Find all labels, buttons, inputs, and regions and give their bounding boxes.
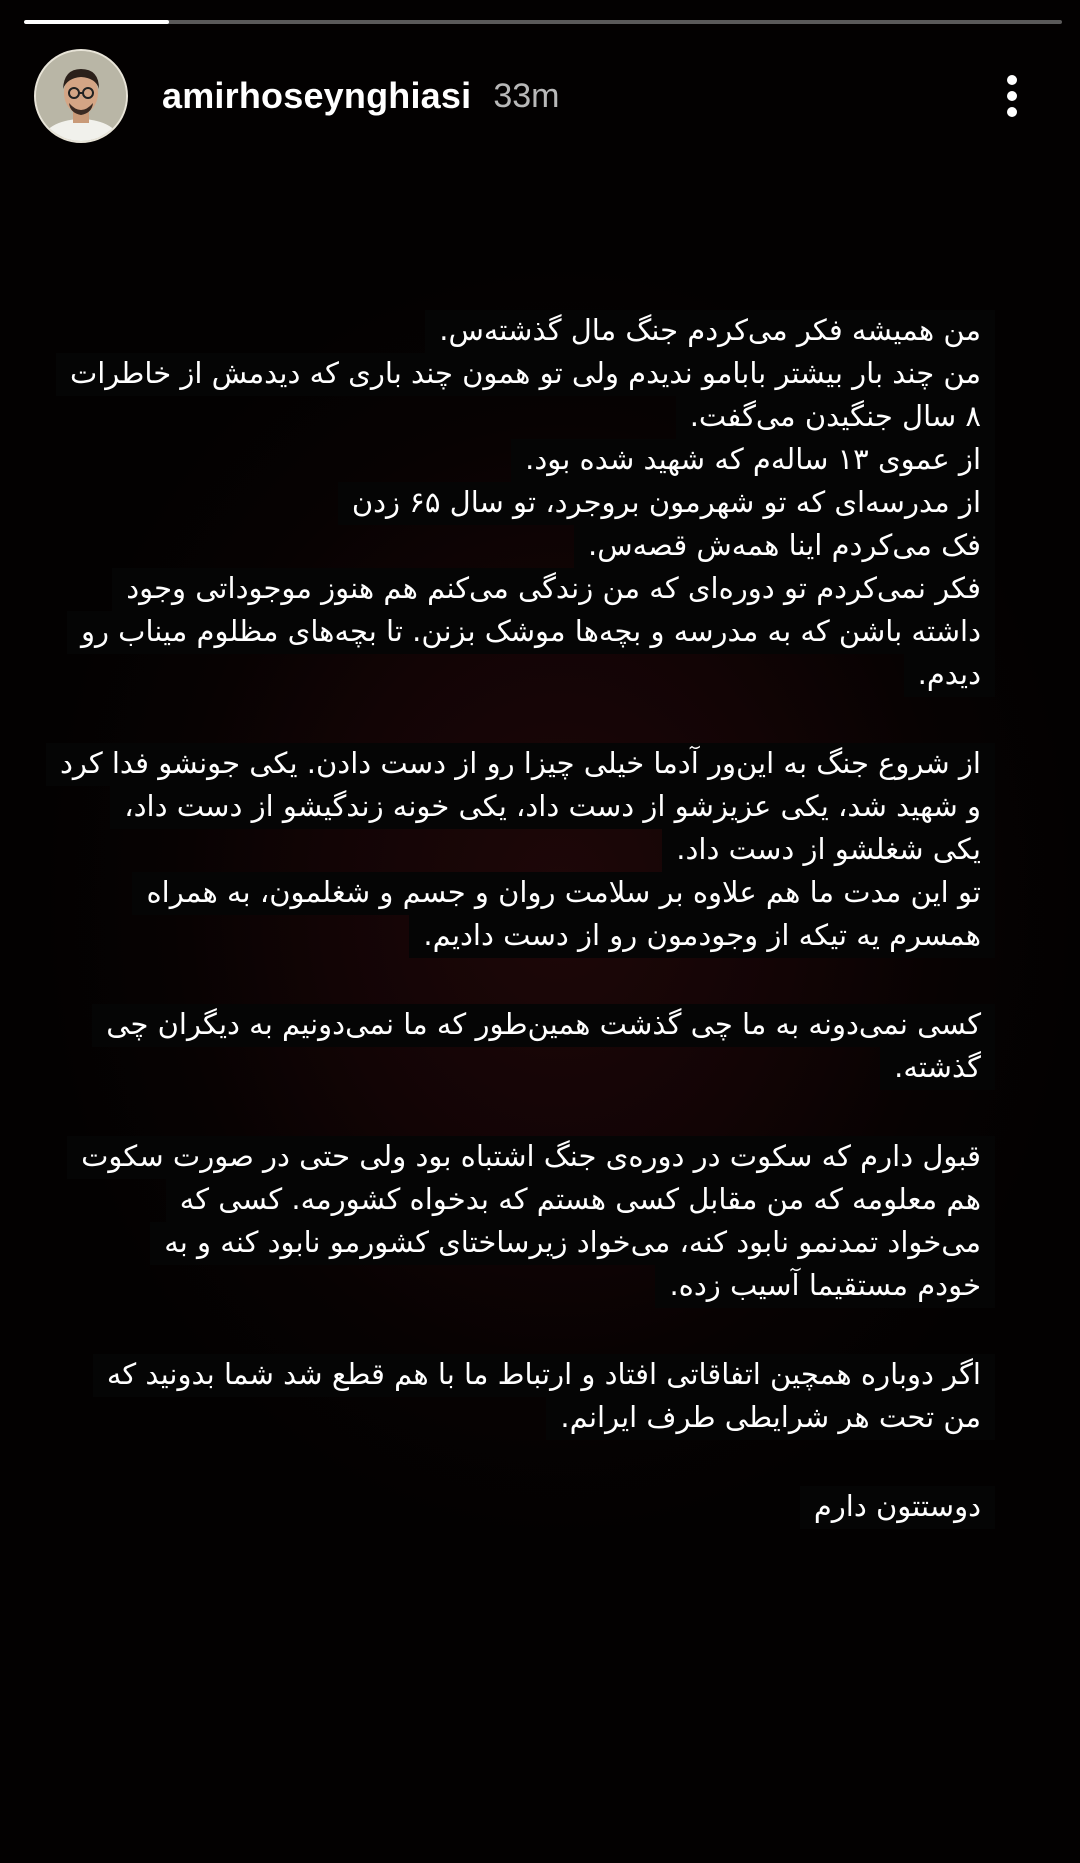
text-line: و شهید شد، یکی عزیزشو از دست داد، یکی خونه زندگیشو از دست داد، <box>110 786 995 829</box>
paragraph <box>70 1136 995 1308</box>
paragraph <box>59 743 995 958</box>
story-header <box>34 50 1046 142</box>
story-progress-bar <box>24 20 1062 24</box>
avatar[interactable] <box>34 49 128 143</box>
text-line: خودم مستقیما آسیب زده. <box>655 1265 995 1308</box>
paragraph <box>70 1486 995 1529</box>
text-line: من چند بار بیشتر بابامو ندیدم ولی تو همون چند باری که دیدمش از خاطرات <box>56 353 995 396</box>
text-line: هم معلومه که من مقابل کسی هستم که بدخواه کشورمه. کسی که <box>166 1179 995 1222</box>
text-line: یکی شغلشو از دست داد. <box>662 829 995 872</box>
text-line: تو این مدت ما هم علاوه بر سلامت روان و جسم و شغلمون، به همراه <box>132 872 995 915</box>
text-line: می‌خواد تمدنمو نابود کنه، می‌خواد زیرساختای کشورمو نابود کنه و به <box>150 1222 995 1265</box>
more-options-button[interactable] <box>992 66 1032 126</box>
text-line: دوستتون دارم <box>800 1486 995 1529</box>
text-line: قبول دارم که سکوت در دوره‌ی جنگ اشتباه بود ولی حتی در صورت سکوت <box>67 1136 995 1179</box>
paragraph <box>70 1354 995 1440</box>
text-line: از مدرسه‌ای که تو شهرمون بروجرد، تو سال ۶۵ زدن <box>338 482 995 525</box>
text-line: داشته باشن که به مدرسه و بچه‌ها موشک بزنن. تا بچه‌های مظلوم میناب رو <box>67 611 995 654</box>
text-line: ۸ سال جنگیدن می‌گفت. <box>676 396 995 439</box>
story-text-block <box>59 310 995 1575</box>
text-line: من تحت هر شرایطی طرف ایرانم. <box>546 1397 995 1440</box>
username[interactable]: amirhoseynghiasi <box>162 75 472 116</box>
text-line: اگر دوباره همچین اتفاقاتی افتاد و ارتباط ما با هم قطع شد شما بدونید که <box>93 1354 995 1397</box>
text-line: از شروع جنگ به این‌ور آدما خیلی چیزا رو از دست دادن. یکی جونشو فدا کرد <box>46 743 995 786</box>
user-avatar-icon <box>36 51 126 141</box>
paragraph <box>70 310 995 697</box>
paragraph <box>70 1004 995 1090</box>
text-line: از عموی ۱۳ ساله‌م که شهید شده بود. <box>511 439 995 482</box>
text-line: فک می‌کردم اینا همه‌ش قصه‌س. <box>574 525 995 568</box>
story-progress-fill <box>24 20 169 24</box>
story-timestamp: 33m <box>493 76 560 115</box>
text-line: من همیشه فکر می‌کردم جنگ مال گذشته‌س. <box>425 310 995 353</box>
text-line: کسی نمی‌دونه به ما چی گذشت همین‌طور که ما نمی‌دونیم به دیگران چی <box>92 1004 995 1047</box>
more-vertical-icon <box>1006 74 1018 118</box>
text-line: دیدم. <box>904 654 995 697</box>
text-line: فکر نمی‌کردم تو دوره‌ای که من زندگی می‌کنم هم هنوز موجوداتی وجود <box>112 568 995 611</box>
text-line: گذشته. <box>880 1047 995 1090</box>
text-line: همسرم یه تیکه از وجودمون رو از دست دادیم. <box>409 915 995 958</box>
